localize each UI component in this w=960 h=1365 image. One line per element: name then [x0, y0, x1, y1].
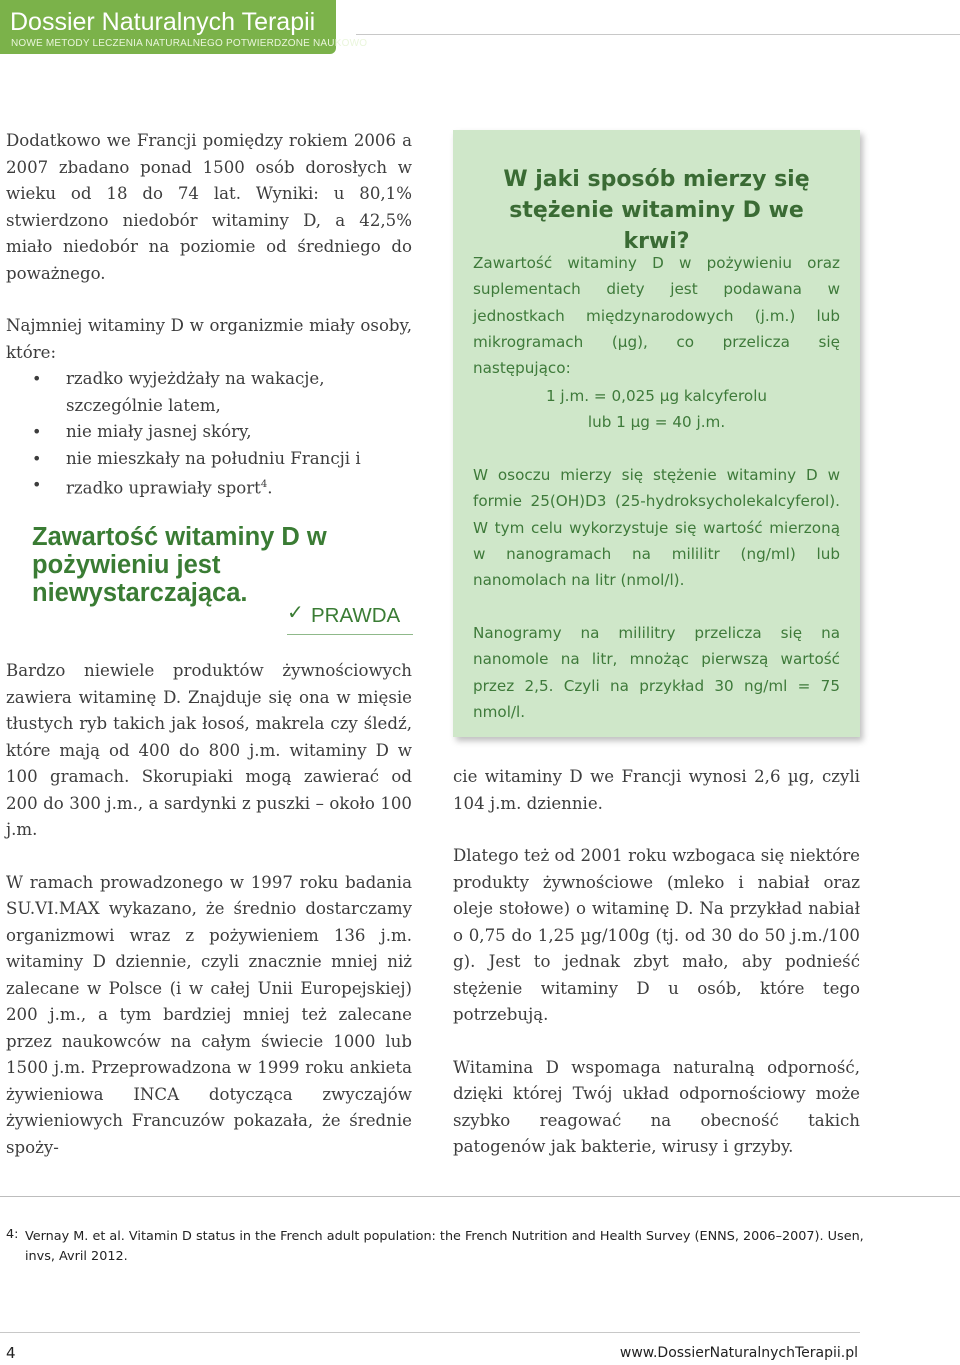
paragraph-food-sources: Bardzo niewiele produktów żywnościowych zawiera witaminę D. Znajduje się ona w mięsie tłustych ryb takich jak łosoś, makrela czy śledź, które mają od 400 do 800 j.m. witaminy D w 100 gramach. Skorupiaki mogą zawierać od 200 do 300 j.m., a sardynki z puszki – około 100 j.m.: [6, 661, 412, 839]
left-column: [6, 128, 412, 502]
info-box: [453, 130, 860, 737]
header-divider: [356, 34, 960, 35]
myth-heading: Zawartość witaminy D w pożywieniu jest niewystarczająca.: [32, 523, 327, 607]
list-item: • nie miały jasnej skóry,: [6, 419, 412, 446]
logo-subtitle: NOWE METODY LECZENIA NATURALNEGO POTWIERDZONE NAUKOWO: [11, 38, 368, 49]
info-box-plasma-paragraph: W osoczu mierzy się stężenie witaminy D w formie 25(OH)D3 (25-hydroksycholekalcyferol). W tym celu wykorzystuje się wartość mierzoną w nanogramach na mililitr (ng/ml) lub nanomolach na litr (nmol/l).: [473, 466, 840, 590]
list-item: • nie mieszkały na południu Francji i: [6, 446, 412, 473]
footer-divider: [0, 1332, 860, 1333]
footnote-text: Vernay M. et al. Vitamin D status in the French adult population: the French Nutrition and Health Survey (ENNS, 2006–2007). Usen, invs, Avril 2012.: [25, 1229, 864, 1264]
paragraph-study-france: Dodatkowo we Francji pomiędzy rokiem 2006 a 2007 zbadano ponad 1500 osób dorosłych w wieku od 18 do 74 lat. Wyniki: u 80,1% stwierdzono niedobór witaminy D, a 42,5% miało niedobór na poziomie od średniego do poważnego.: [6, 131, 412, 283]
info-box-units-paragraph: Zawartość witaminy D w pożywieniu oraz suplementach diety jest podawana w jednostkach międzynarodowych (j.m.) lub mikrogramach (µg), co przelicza się następująco:: [473, 254, 840, 378]
list-item: • rzadko uprawiały sport$^4$.: [6, 472, 412, 502]
logo-title: Dossier Naturalnych Terapii: [10, 8, 316, 36]
paragraph-intake-france: cie witaminy D we Francji wynosi 2,6 µg, czyli 104 j.m. dziennie.: [453, 767, 860, 813]
paragraph-suvimax-study: W ramach prowadzonego w 1997 roku badania SU.VI.MAX wykazano, że średnio dostarczamy organizmowi wraz z pożywieniem 136 j.m. witaminy D dziennie, czyli znacznie mniej niż zalecane w Polsce (i w całej Unii Europejskiej) 200 j.m., a tym bardziej mniej też zalecane przez naukowców na całym świecie 1000 lub 1500 j.m. Przeprowadzona w 1999 roku ankieta żywieniowa INCA dotycząca zwyczajów żywieniowych Francuzów pokazała, że średnie spoży-: [6, 872, 412, 1157]
footnote-number: 4:: [6, 1227, 19, 1242]
risk-factors-list: [6, 366, 412, 502]
brand-logo: [0, 0, 368, 54]
info-box-title: W jaki sposób mierzy się stężenie witaminy D we krwi?: [503, 167, 810, 254]
verdict-badge: [287, 600, 413, 635]
right-column: [453, 764, 860, 1161]
website-link[interactable]: www.DossierNaturalnychTerapii.pl: [619, 1345, 858, 1361]
footnote-divider: [0, 1196, 960, 1197]
paragraph-fortification: Dlatego też od 2001 roku wzbogaca się niektóre produkty żywnościowe (mleko i nabiał oraz oleje stołowe) o witaminę D. Na przykład nabiał o 0,75 do 1,25 µg/100g (tj. od 30 do 50 j.m./100 g). Jest to jednak zbyt mało, aby podnieść stężenie witaminy D u osób, które tego potrzebują.: [453, 846, 860, 1024]
footnote-reference[interactable]: 4: [260, 479, 268, 490]
list-item: • rzadko wyjeżdżały na wakacje, szczególnie latem,: [6, 366, 412, 419]
paragraph-least-vitamin: Najmniej witaminy D w organizmie miały osoby, które:: [6, 316, 412, 362]
page-number: 4: [6, 1344, 16, 1362]
conversion-line-1: 1 j.m. = 0,025 µg kalcyferolu: [545, 387, 768, 405]
paragraph-immunity: Witamina D wspomaga naturalną odporność, dzięki której Twój układ odpornościowy może szybko reagować na obecność takich patogenów jak bakterie, wirusy i grzyby.: [453, 1057, 860, 1156]
verdict-label: PRAWDA: [311, 604, 401, 627]
checkmark-icon: ✓: [287, 600, 304, 624]
left-column-lower: [6, 658, 412, 1161]
conversion-line-2: lub 1 µg = 40 j.m.: [587, 413, 726, 431]
info-box-conversion-paragraph: Nanogramy na mililitry przelicza się na nanomole na litr, mnożąc pierwszą wartość przez 2,5. Czyli na przykład 30 ng/ml = 75 nmol/l.: [473, 624, 840, 721]
